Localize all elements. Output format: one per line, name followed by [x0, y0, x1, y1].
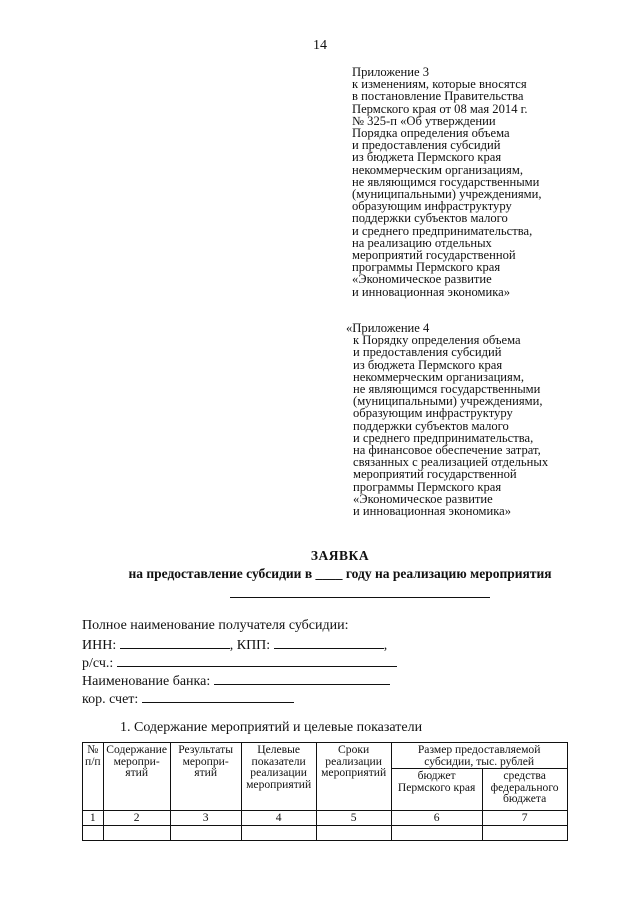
appendix3-line: в постановление Правительства: [352, 89, 524, 104]
col-size-header: Размер предоставляемой субсидии, тыс. рублей: [391, 743, 567, 769]
column-number: 6: [391, 811, 482, 826]
empty-cell: [391, 825, 482, 840]
appendix4-block: [346, 322, 548, 517]
appendix3-line: № 325-п «Об утверждении: [352, 113, 496, 128]
appendix4-line: некоммерческим организациям,: [353, 369, 524, 384]
appendix3-line: «Экономическое развитие: [352, 272, 492, 287]
page-number: 14: [313, 38, 327, 53]
appendix4-line: образующим инфраструктуру: [353, 406, 513, 421]
appendix3-line: мероприятий государственной: [352, 248, 516, 263]
appendix3-line: не являющимся государственными: [352, 174, 540, 189]
event-name-line: [230, 597, 490, 598]
col-content-header: Содержание меропри- ятий: [103, 743, 170, 811]
appendix3-line: из бюджета Пермского края: [352, 150, 502, 165]
kpp-comma: ,: [383, 638, 388, 653]
appendix4-line: из бюджета Пермского края: [353, 357, 503, 372]
column-number: 3: [170, 811, 241, 826]
col-results-header: Результаты меропри- ятий: [170, 743, 241, 811]
appendix4-line: «Экономическое развитие: [353, 491, 493, 506]
empty-row: [83, 825, 568, 840]
column-number: 1: [83, 811, 104, 826]
column-number: 4: [241, 811, 316, 826]
appendix3-line: Приложение 3: [352, 65, 430, 79]
inn-label: ИНН:: [82, 638, 117, 653]
corr-blank: [142, 690, 294, 703]
account-label: р/сч.:: [82, 656, 114, 671]
col-terms-header: Сроки реализации мероприятий: [316, 743, 391, 811]
appendix4-line: и инновационная экономика»: [353, 504, 512, 519]
appendix3-line: программы Пермского края: [352, 260, 501, 275]
kpp-label: , КПП:: [229, 638, 271, 653]
appendix4-line: «Приложение 4: [346, 321, 430, 335]
appendix4-line: на финансовое обеспечение затрат,: [353, 443, 541, 458]
events-table: [82, 742, 568, 841]
col-num-header: № п/п: [83, 743, 104, 811]
inn-kpp-row: [82, 636, 387, 654]
empty-cell: [103, 825, 170, 840]
kpp-blank: [274, 636, 384, 649]
document-title: ЗАЯВКА: [310, 548, 370, 563]
inn-blank: [120, 636, 230, 649]
corr-label: кор. счет:: [82, 692, 139, 707]
appendix4-line: к Порядку определения объема: [353, 333, 521, 348]
bank-blank: [214, 672, 390, 685]
col-targets-header: Целевые показатели реализации мероприятий: [241, 743, 316, 811]
appendix4-line: программы Пермского края: [353, 479, 502, 494]
section-heading: 1. Содержание мероприятий и целевые показатели: [120, 720, 423, 735]
appendix4-line: и предоставления субсидий: [353, 345, 502, 360]
appendix4-line: (муниципальными) учреждениями,: [353, 394, 543, 409]
appendix3-line: и предоставления субсидий: [352, 138, 501, 153]
appendix3-line: Порядка определения объема: [352, 126, 510, 141]
appendix3-line: к изменениям, которые вносятся: [352, 77, 527, 92]
appendix4-line: поддержки субъектов малого: [353, 418, 509, 433]
appendix3-line: и среднего предпринимательства,: [352, 223, 533, 238]
document-subtitle: на предоставление субсидии в ____ году на реализацию мероприятия: [128, 566, 552, 581]
appendix4-line: связанных с реализацией отдельных: [353, 455, 549, 470]
appendix3-line: на реализацию отдельных: [352, 235, 492, 250]
empty-cell: [241, 825, 316, 840]
appendix3-line: образующим инфраструктуру: [352, 199, 512, 214]
column-number: 7: [482, 811, 567, 826]
appendix3-line: Пермского края от 08 мая 2014 г.: [352, 101, 528, 116]
appendix3-line: и инновационная экономика»: [352, 284, 511, 299]
appendix3-line: (муниципальными) учреждениями,: [352, 187, 542, 202]
appendix4-line: мероприятий государственной: [353, 467, 517, 482]
column-number: 5: [316, 811, 391, 826]
empty-cell: [482, 825, 567, 840]
recipient-name-label: Полное наименование получателя субсидии:: [82, 618, 349, 633]
appendix3-block: [352, 66, 541, 298]
column-number-row: [83, 811, 568, 826]
appendix3-line: поддержки субъектов малого: [352, 211, 508, 226]
column-number: 2: [103, 811, 170, 826]
bank-row: [82, 672, 390, 690]
appendix3-line: некоммерческим организациям,: [352, 162, 523, 177]
col-regional-header: бюджет Пермского края: [391, 769, 482, 811]
appendix4-line: и среднего предпринимательства,: [353, 430, 534, 445]
account-row: [82, 654, 397, 672]
corr-row: [82, 690, 294, 708]
account-blank: [117, 654, 397, 667]
bank-label: Наименование банка:: [82, 674, 211, 689]
empty-cell: [83, 825, 104, 840]
col-federal-header: средства федерального бюджета: [482, 769, 567, 811]
empty-cell: [316, 825, 391, 840]
empty-cell: [170, 825, 241, 840]
appendix4-line: не являющимся государственными: [353, 382, 541, 397]
